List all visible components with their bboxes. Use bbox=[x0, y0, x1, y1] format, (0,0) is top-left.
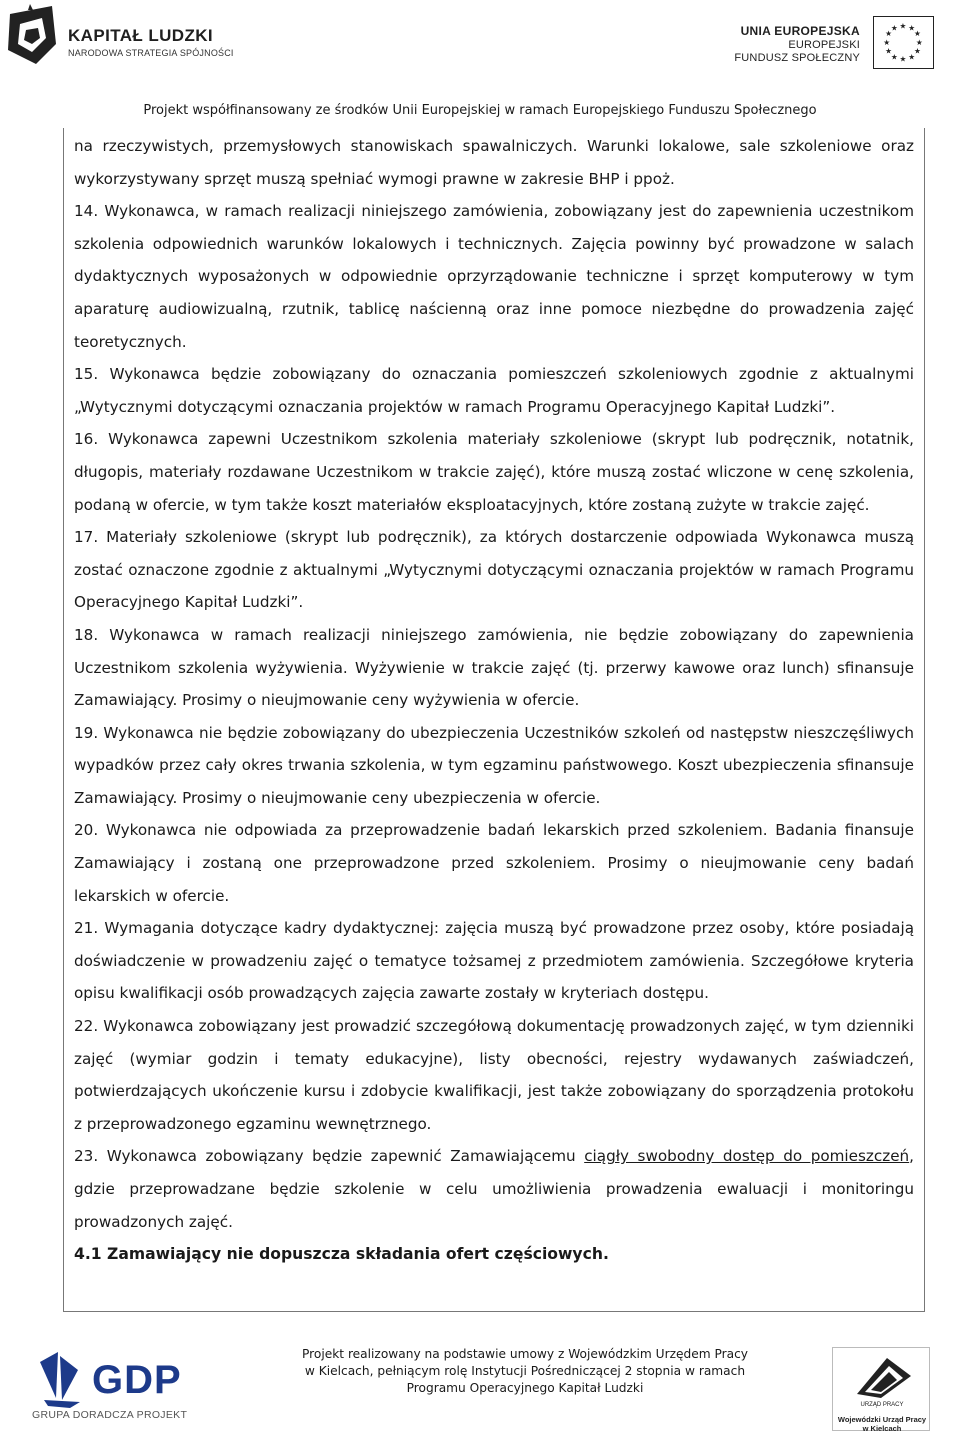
urzad-pracy-emblem-icon bbox=[833, 1348, 931, 1402]
eu-line-1: UNIA EUROPEJSKA bbox=[740, 24, 860, 38]
paragraph-22: 22. Wykonawca zobowiązany jest prowadzić szczegółową dokumentację prowadzonych zajęć, w tym dzienniki zajęć (wymiar godzin i tematy edukacyjne), listy obecności, rejestry wydawanych zaświadczeń, potwierdzających ukończenie kursu i zdobycie kwalifikacji, jest także zobowiązany do sporządzenia protokołu z przeprowadzonego egzaminu wewnętrznego. bbox=[74, 1017, 914, 1133]
paragraph-16: 16. Wykonawca zapewni Uczestnikom szkolenia materiały szkoleniowe (skrypt lub podręcznik, notatnik, długopis, materiały rozdawane Uczestnikom w trakcie zajęć), które muszą zostać wliczone w cenę szkolenia, podaną w ofercie, w tym także koszt materiałów eksploatacyjnych, które zostaną zużyte w trakcie zajęć. bbox=[74, 430, 914, 514]
footer-line-1: Projekt realizowany na podstawie umowy z Wojewódzkim Urzędem Pracy bbox=[302, 1347, 748, 1361]
svg-text:★: ★ bbox=[899, 21, 907, 31]
gdp-wordmark: GDP bbox=[92, 1358, 182, 1402]
eu-flag-icon bbox=[873, 16, 934, 69]
svg-text:★: ★ bbox=[883, 37, 891, 47]
eu-line-3: FUNDUSZ SPOŁECZNY bbox=[734, 52, 860, 64]
paragraph-15: 15. Wykonawca będzie zobowiązany do oznaczania pomieszczeń szkoleniowych zgodnie z aktualnymi „Wytycznymi dotyczącymi oznaczania projektów w ramach Programu Operacyjnego Kapitał Ludzki”. bbox=[74, 365, 914, 416]
wup-name-line-1: Wojewódzki Urząd Pracy bbox=[837, 1415, 927, 1424]
kapital-ludzki-brand bbox=[68, 26, 234, 58]
section-heading-4-1: 4.1 Zamawiający nie dopuszcza składania ofert częściowych. bbox=[74, 1245, 609, 1264]
document-body bbox=[74, 130, 914, 1271]
kapital-ludzki-logo-icon bbox=[6, 4, 58, 68]
page-footer bbox=[0, 1330, 960, 1431]
paragraph-23-underlined: ciągły swobodny dostęp do pomieszczeń bbox=[584, 1147, 910, 1166]
svg-text:★: ★ bbox=[899, 54, 907, 64]
svg-text:★: ★ bbox=[908, 23, 916, 33]
eu-fund-brand bbox=[734, 24, 860, 64]
kapital-ludzki-subtitle: NARODOWA STRATEGIA SPÓJNOŚCI bbox=[68, 48, 234, 58]
wup-name-line-2: w Kielcach bbox=[862, 1424, 902, 1433]
svg-text:★: ★ bbox=[915, 37, 923, 47]
footer-line-2: w Kielcach, pełniącym rolę Instytucji Pośredniczącej 2 stopnia w ramach bbox=[304, 1364, 746, 1378]
svg-text:★: ★ bbox=[913, 29, 921, 39]
page-header bbox=[0, 0, 960, 128]
paragraph-20: 20. Wykonawca nie odpowiada za przeprowadzenie badań lekarskich przed szkoleniem. Badania finansuje Zamawiający i zostaną one przeprowadzone przed szkoleniem. Prosimy o nieujmowanie ceny badań lekarskich w ofercie. bbox=[74, 821, 914, 905]
kapital-ludzki-title: KAPITAŁ LUDZKI bbox=[68, 26, 214, 45]
paragraph-23-end: , gdzie przeprowadzane będzie szkolenie w celu umożliwienia prowadzenia ewaluacji i monitoringu prowadzonych zajęć. bbox=[74, 1147, 914, 1231]
paragraph-21: 21. Wymagania dotyczące kadry dydaktycznej: zajęcia muszą być prowadzone przez osoby, które posiadają doświadczenie w prowadzeniu zajęć o tematyce tożsamej z przedmiotem zamówienia. Szczegółowe kryteria opisu kwalifikacji osób prowadzących zajęcia zawarte zostały w kryteriach dostępu. bbox=[74, 919, 914, 1003]
urzad-pracy-label: URZĄD PRACY bbox=[860, 1402, 904, 1408]
svg-text:★: ★ bbox=[890, 23, 898, 33]
paragraph-19: 19. Wykonawca nie będzie zobowiązany do ubezpieczenia Uczestników szkoleń od następstw nieszczęśliwych wypadków przez cały okres trwania szkolenia, w tym egzaminu państwowego. Koszt ubezpieczenia sfinansuje Zamawiający. Prosimy o nieujmowanie ceny ubezpieczenia w ofercie. bbox=[74, 723, 914, 807]
svg-text:★: ★ bbox=[908, 52, 916, 62]
cofinancing-statement: Projekt współfinansowany ze środków Unii Europejskiej w ramach Europejskiego Funduszu Społecznego bbox=[143, 103, 817, 118]
gdp-subtitle: GRUPA DORADCZA PROJEKT bbox=[32, 1409, 188, 1421]
svg-text:★: ★ bbox=[913, 46, 921, 56]
footer-statement bbox=[300, 1346, 750, 1397]
svg-text:★: ★ bbox=[885, 29, 893, 39]
svg-text:★: ★ bbox=[885, 46, 893, 56]
paragraph-continuation: na rzeczywistych, przemysłowych stanowiskach spawalniczych. Warunki lokalowe, sale szkoleniowe oraz wykorzystywany sprzęt muszą spełniać wymogi prawne w zakresie BHP i ppoż. bbox=[74, 137, 914, 188]
wup-kielce-name bbox=[828, 1415, 936, 1433]
paragraph-23 bbox=[74, 1140, 914, 1238]
paragraph-14: 14. Wykonawca, w ramach realizacji niniejszego zamówienia, zobowiązany jest do zapewnienia uczestnikom szkolenia odpowiednich warunków lokalowych i technicznych. Zajęcia powinny być prowadzone w salach dydaktycznych wyposażonych w odpowiednie oprzyrządowanie techniczne i sprzęt komputerowy w tym aparaturę audiowizualną, rzutnik, tablicę naścienną oraz inne pomoce niezbędne do prowadzenia zajęć teoretycznych. bbox=[74, 202, 914, 351]
paragraph-17: 17. Materiały szkoleniowe (skrypt lub podręcznik), za których dostarczenie odpowiada Wykonawca muszą zostać oznaczone zgodnie z aktualnymi „Wytycznymi dotyczącymi oznaczania projektów w ramach Programu Operacyjnego Kapitał Ludzki”. bbox=[74, 528, 914, 612]
paragraph-18: 18. Wykonawca w ramach realizacji niniejszego zamówienia, nie będzie zobowiązany do zapewnienia Uczestnikom szkolenia wyżywienia. Wyżywienie w trakcie zajęć (tj. przerwy kawowe oraz lunch) sfinansuje Zamawiający. Prosimy o nieujmowanie ceny wyżywienia w ofercie. bbox=[74, 625, 914, 710]
paragraph-23-start: 23. Wykonawca zobowiązany będzie zapewnić Zamawiającemu bbox=[74, 1147, 585, 1166]
svg-text:★: ★ bbox=[890, 52, 898, 62]
footer-line-3: Programu Operacyjnego Kapitał Ludzki bbox=[406, 1381, 644, 1395]
eu-line-2: EUROPEJSKI bbox=[788, 39, 860, 51]
